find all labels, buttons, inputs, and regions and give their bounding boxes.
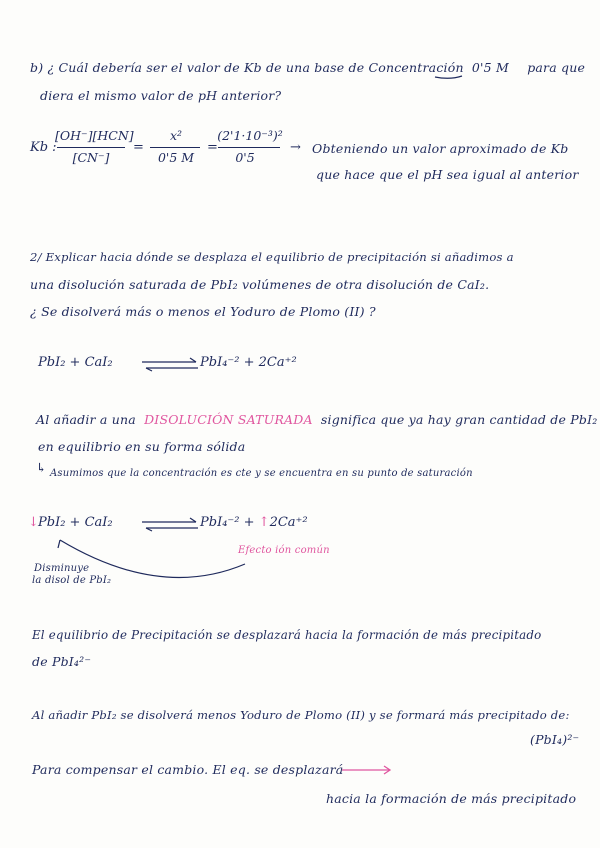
kb-fracline2 — [150, 147, 200, 148]
reaction2-annot: Efecto ión común — [238, 545, 330, 556]
para1-highlight: DISOLUCIÓN SATURADA — [144, 412, 313, 427]
kb-den1: [CN⁻] — [72, 150, 110, 165]
para1-sub-marker: ↳ — [36, 460, 47, 475]
kb-den3: 0'5 — [235, 150, 255, 165]
para3-line1: Al añadir PbI₂ se disolverá menos Yoduro de Plomo (II) y se formará más precipitado de: — [32, 708, 570, 722]
para1-pre: Al añadir a una — [36, 412, 136, 427]
q2-line1: 2/ Explicar hacia dónde se desplaza el equilibrio de precipitación si añadimos a — [30, 250, 514, 264]
para2-line2: de PbI₄²⁻ — [32, 654, 92, 669]
kb-num1: [OH⁻][HCN] — [55, 128, 134, 143]
reaction2-up-arrow: ↑ — [258, 515, 270, 530]
q1-line2: diera el mismo valor de pH anterior? — [40, 88, 282, 103]
para1-sub: Asumimos que la concentración es cte y se encuentra en su punto de saturación — [50, 468, 473, 479]
kb-note1: Obteniendo un valor aproximado de Kb — [312, 141, 569, 156]
kb-label: Kb : — [30, 140, 57, 155]
para2-line1: El equilibrio de Precipitación se desplazará hacia la formación de más precipitado — [32, 628, 542, 642]
para4-line2: hacia la formación de más precipitado — [326, 791, 577, 806]
para1-line1 — [36, 412, 597, 427]
kb-num3: (2'1·10⁻³)² — [217, 128, 283, 143]
kb-den2: 0'5 M — [157, 150, 195, 165]
kb-eq1: = — [133, 140, 144, 155]
kb-note2: que hace que el pH sea igual al anterior — [316, 167, 579, 182]
reaction2-note2: la disol de PbI₂ — [32, 575, 112, 586]
kb-fracline3 — [218, 147, 280, 148]
kb-num2: x² — [169, 128, 183, 143]
kb-fracline1 — [57, 147, 125, 148]
reaction2-right-text: PbI₄⁻² + — [200, 515, 259, 530]
para4-line1: Para compensar el cambio. El eq. se desplazará — [32, 762, 344, 777]
q1-concentration: 0'5 M — [471, 60, 510, 75]
reaction2-note1: Disminuye — [34, 563, 90, 574]
para1-post: significa que ya hay gran cantidad de PbI₂ — [320, 412, 598, 427]
q2-line2: una disolución saturada de PbI₂ volúmenes de otra disolución de CaI₂. — [30, 277, 490, 292]
q1-text-end: para que — [527, 60, 586, 75]
reaction1-left: PbI₂ + CaI₂ — [38, 355, 113, 370]
para1-line2: en equilibrio en su forma sólida — [38, 439, 246, 454]
q1-line1 — [30, 60, 585, 75]
reaction2-right2: 2Ca⁺² — [269, 515, 308, 530]
q2-line3: ¿ Se disolverá más o menos el Yoduro de Plomo (II) ? — [30, 304, 376, 319]
kb-eq2: = — [207, 140, 218, 155]
reaction2-down-arrow: ↓ — [28, 515, 39, 530]
q1-text: b) ¿ Cuál debería ser el valor de Kb de una base de Concentración — [30, 60, 464, 75]
kb-arrow: → — [290, 140, 301, 155]
reaction2-right — [200, 515, 308, 530]
reaction2-left: PbI₂ + CaI₂ — [38, 515, 113, 530]
para3-line2: (PbI₄)²⁻ — [530, 732, 580, 747]
reaction1-right: PbI₄⁻² + 2Ca⁺² — [200, 355, 297, 370]
